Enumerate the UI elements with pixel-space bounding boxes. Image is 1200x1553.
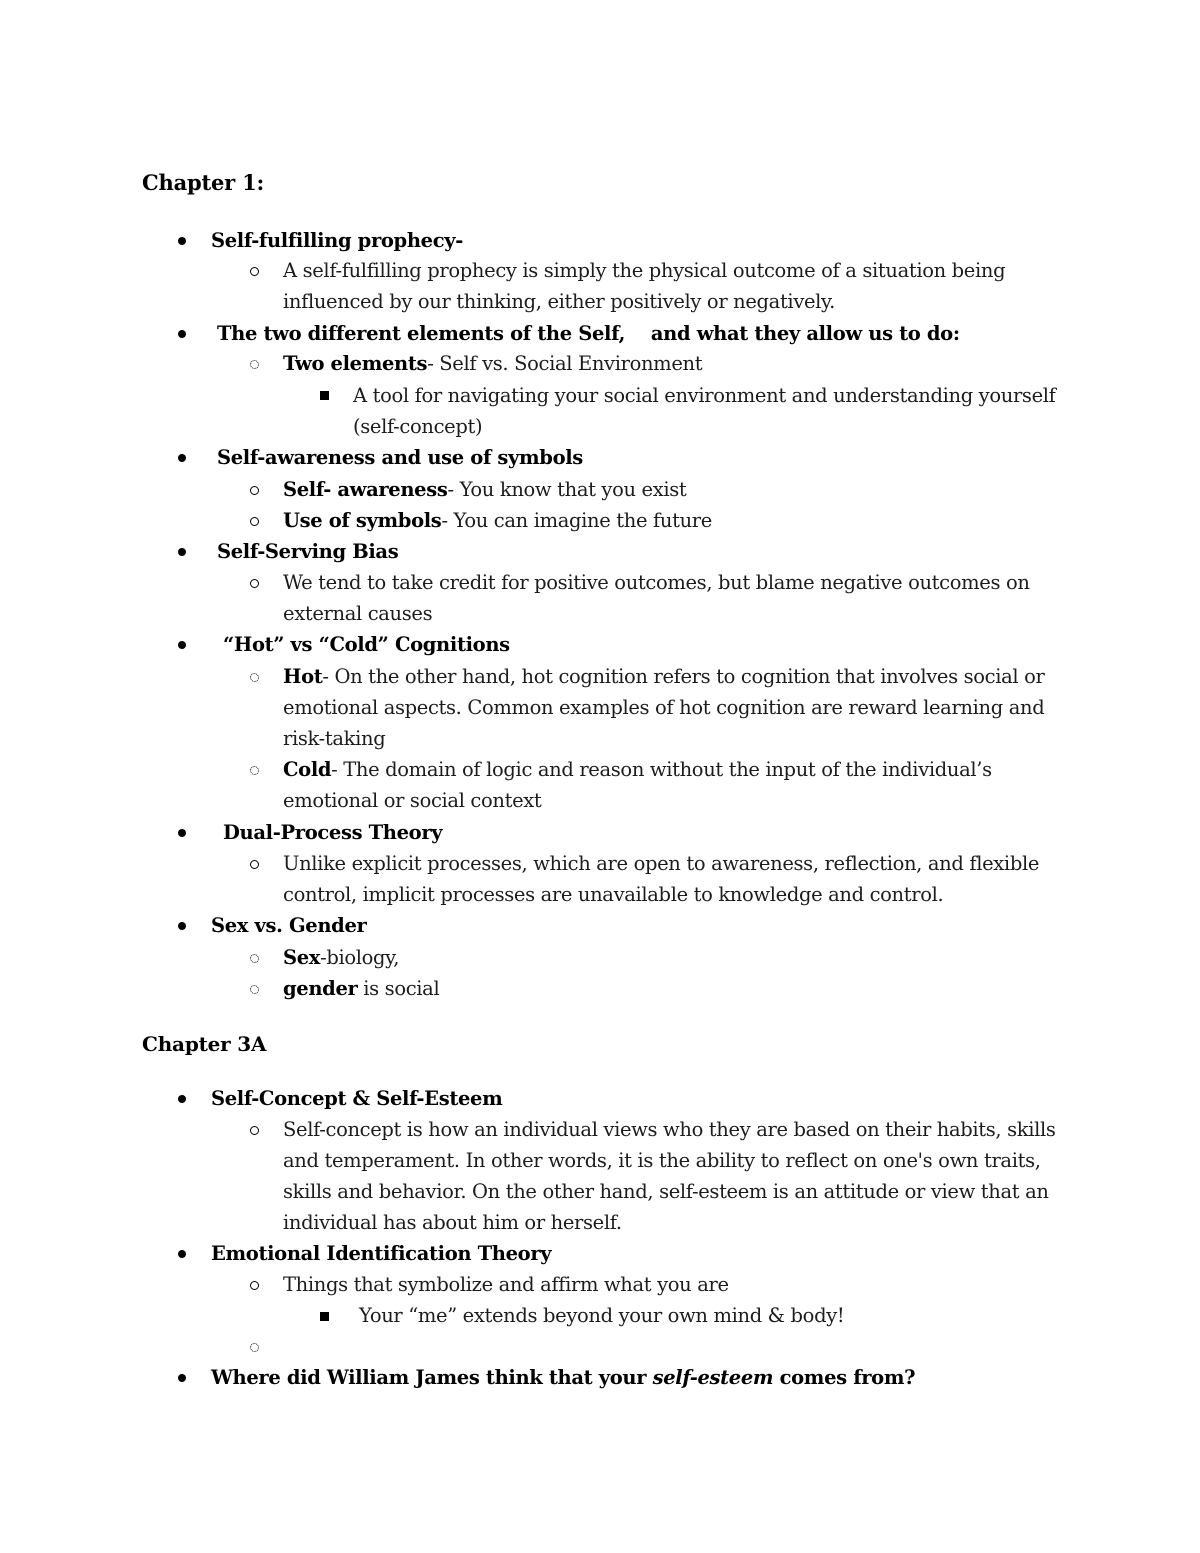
two-elements-line: Two elements- Self vs. Social Environment	[283, 352, 703, 375]
hot-line-2: emotional aspects. Common examples of hot cognition are reward learning and	[283, 696, 1045, 719]
bullet-disc	[178, 641, 186, 649]
tool-line-1: A tool for navigating your social environment and understanding yourself	[353, 384, 1056, 407]
bias-line-2: external causes	[283, 602, 433, 625]
item-emotional-identification: Emotional Identification Theory	[211, 1242, 552, 1265]
bullet-disc	[178, 922, 186, 930]
bullet-disc	[178, 237, 186, 245]
sex-line: Sex-biology,	[283, 946, 400, 969]
bullet-circle-empty	[250, 1343, 259, 1352]
bullet-circle	[250, 766, 259, 775]
item-hot-vs-cold: “Hot” vs “Cold” Cognitions	[223, 633, 510, 656]
bullet-circle	[250, 985, 259, 994]
cold-line-1: Cold- The domain of logic and reason without the input of the individual’s	[283, 758, 992, 781]
self-concept-line-3: skills and behavior. On the other hand, self-esteem is an attitude or view that an	[283, 1180, 1049, 1203]
bullet-disc	[178, 1374, 186, 1382]
self-awareness-line: Self- awareness- You know that you exist	[283, 478, 687, 501]
bullet-circle	[250, 954, 259, 963]
bullet-disc	[178, 1095, 186, 1103]
bullet-disc	[178, 829, 186, 837]
item-dual-process-theory: Dual-Process Theory	[223, 821, 443, 844]
me-extends-line: Your “me” extends beyond your own mind & body!	[359, 1304, 845, 1327]
gender-line: gender is social	[283, 977, 440, 1000]
dual-process-line-1: Unlike explicit processes, which are open to awareness, reflection, and flexible	[283, 852, 1040, 875]
prophecy-definition-line-1: A self-fulfilling prophecy is simply the physical outcome of a situation being	[283, 259, 1006, 282]
tool-line-2: (self-concept)	[353, 415, 483, 438]
bullet-circle	[250, 267, 259, 276]
chapter-1-heading: Chapter 1:	[142, 170, 265, 195]
bullet-disc	[178, 330, 186, 338]
bullet-circle	[250, 517, 259, 526]
bullet-circle	[250, 1281, 259, 1290]
bullet-disc	[178, 454, 186, 462]
symbolize-line: Things that symbolize and affirm what you are	[283, 1273, 729, 1296]
cold-line-2: emotional or social context	[283, 789, 542, 812]
item-sex-vs-gender: Sex vs. Gender	[211, 914, 367, 937]
hot-line-1: Hot- On the other hand, hot cognition refers to cognition that involves social or	[283, 665, 1045, 688]
item-william-james-question: Where did William James think that your self-esteem comes from?	[211, 1366, 916, 1389]
use-of-symbols-line: Use of symbols- You can imagine the future	[283, 509, 712, 532]
item-two-elements-of-self: The two different elements of the Self, and what they allow us to do:	[217, 322, 960, 345]
item-self-serving-bias: Self-Serving Bias	[217, 540, 399, 563]
bias-line-1: We tend to take credit for positive outcomes, but blame negative outcomes on	[283, 571, 1030, 594]
prophecy-definition-line-2: influenced by our thinking, either positively or negatively.	[283, 290, 835, 313]
bullet-circle	[250, 1126, 259, 1135]
bullet-circle	[250, 360, 259, 369]
self-concept-line-2: and temperament. In other words, it is the ability to reflect on one's own traits,	[283, 1149, 1041, 1172]
bullet-circle	[250, 579, 259, 588]
bullet-disc	[178, 548, 186, 556]
bullet-disc	[178, 1250, 186, 1258]
bullet-circle	[250, 486, 259, 495]
bullet-square	[320, 391, 329, 400]
hot-line-3: risk-taking	[283, 727, 386, 750]
bullet-square	[320, 1312, 329, 1321]
item-self-fulfilling-prophecy: Self-fulfilling prophecy-	[211, 229, 463, 252]
bullet-circle	[250, 673, 259, 682]
item-self-concept-esteem: Self-Concept & Self-Esteem	[211, 1087, 503, 1110]
item-self-awareness-symbols: Self-awareness and use of symbols	[217, 446, 583, 469]
bullet-circle	[250, 860, 259, 869]
self-concept-line-4: individual has about him or herself.	[283, 1211, 622, 1234]
dual-process-line-2: control, implicit processes are unavailable to knowledge and control.	[283, 883, 944, 906]
self-concept-line-1: Self-concept is how an individual views who they are based on their habits, skills	[283, 1118, 1056, 1141]
chapter-3a-heading: Chapter 3A	[142, 1032, 267, 1056]
